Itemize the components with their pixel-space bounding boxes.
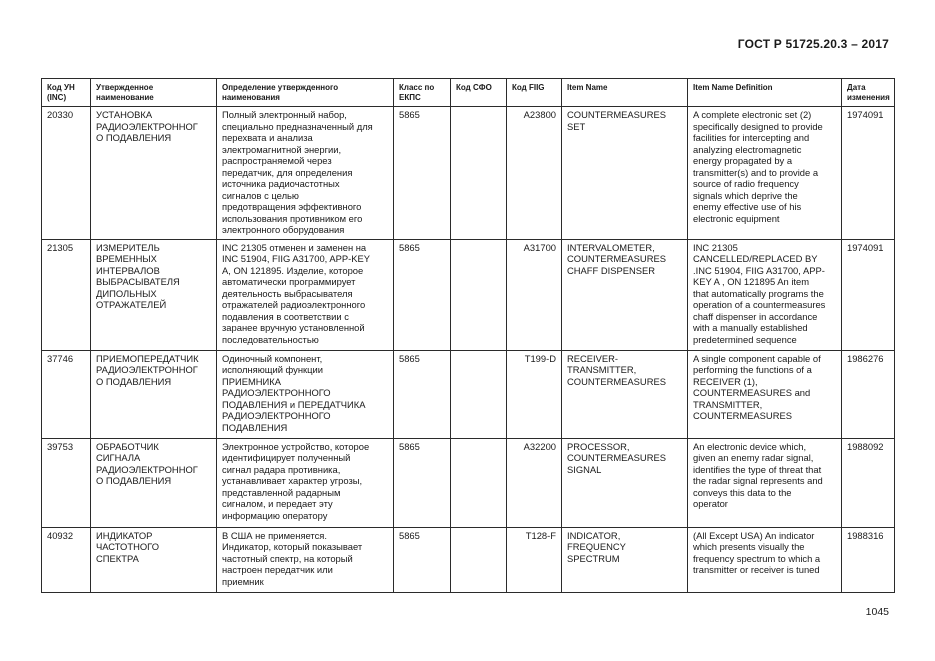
cell-fiig: T199-D: [507, 350, 562, 438]
table-row: [42, 239, 895, 350]
cell-sfo: [451, 527, 507, 592]
cell-class: 5865: [394, 438, 451, 527]
cell-class: 5865: [394, 350, 451, 438]
cell-change-date: 1988092: [842, 438, 895, 527]
cell-item-definition: (All Except USA) An indicator which presents visually the frequency spectrum to which a transmitter or receiver is tuned: [688, 527, 842, 592]
cell-fiig: A31700: [507, 239, 562, 350]
cell-item-definition: INC 21305 CANCELLED/REPLACED BY .INC 51904, FIIG A31700, APP- KEY A , ON 121895 An item that automatically programs the operation of a countermeasures chaff dispenser in accordance with a manually established predetermined sequence: [688, 239, 842, 350]
cell-definition: Электронное устройство, которое идентифицирует полученный сигнал радара противника, устанавливает характер угрозы, представленной радарным сигналом, и передает эту информацию оператору: [217, 438, 394, 527]
page-number: 1045: [865, 606, 889, 618]
cell-fiig: T128-F: [507, 527, 562, 592]
cell-class: 5865: [394, 107, 451, 240]
cell-item-definition: A complete electronic set (2) specifically designed to provide facilities for intercepting and analyzing electromagnetic energy propagated by a transmitter(s) and to provide a source of radio frequency signals which deprive the enemy effective use of his electronic equipment: [688, 107, 842, 240]
catalog-table: [41, 78, 895, 593]
cell-approved-name: ПРИЕМОПЕРЕДАТЧИК РАДИОЭЛЕКТРОННОГ О ПОДАВЛЕНИЯ: [91, 350, 217, 438]
table-row: [42, 438, 895, 527]
cell-approved-name: УСТАНОВКА РАДИОЭЛЕКТРОННОГ О ПОДАВЛЕНИЯ: [91, 107, 217, 240]
column-header-approved-name: Утвержденное наименование: [91, 79, 217, 107]
cell-item-definition: A single component capable of performing the functions of a RECEIVER (1), COUNTERMEASURES and TRANSMITTER, COUNTERMEASURES: [688, 350, 842, 438]
table-header-row: [42, 79, 895, 107]
table-row: [42, 350, 895, 438]
cell-inc: 21305: [42, 239, 91, 350]
cell-item-name: RECEIVER- TRANSMITTER, COUNTERMEASURES: [562, 350, 688, 438]
cell-inc: 39753: [42, 438, 91, 527]
column-header-item-definition: Item Name Definition: [688, 79, 842, 107]
column-header-class: Класс по ЕКПС: [394, 79, 451, 107]
cell-change-date: 1986276: [842, 350, 895, 438]
cell-class: 5865: [394, 527, 451, 592]
cell-item-name: INTERVALOMETER, COUNTERMEASURES CHAFF DISPENSER: [562, 239, 688, 350]
column-header-item-name: Item Name: [562, 79, 688, 107]
cell-definition: В США не применяется. Индикатор, который показывает частотный спектр, на который настроен передатчик или приемник: [217, 527, 394, 592]
cell-item-name: PROCESSOR, COUNTERMEASURES SIGNAL: [562, 438, 688, 527]
column-header-definition: Определение утвержденного наименования: [217, 79, 394, 107]
cell-change-date: 1974091: [842, 107, 895, 240]
cell-item-name: COUNTERMEASURES SET: [562, 107, 688, 240]
column-header-sfo: Код СФО: [451, 79, 507, 107]
cell-sfo: [451, 107, 507, 240]
cell-item-definition: An electronic device which, given an enemy radar signal, identifies the type of threat that the radar signal represents and conveys this data to the operator: [688, 438, 842, 527]
cell-item-name: INDICATOR, FREQUENCY SPECTRUM: [562, 527, 688, 592]
cell-inc: 37746: [42, 350, 91, 438]
cell-inc: 20330: [42, 107, 91, 240]
cell-class: 5865: [394, 239, 451, 350]
cell-approved-name: ИЗМЕРИТЕЛЬ ВРЕМЕННЫХ ИНТЕРВАЛОВ ВЫБРАСЫВАТЕЛЯ ДИПОЛЬНЫХ ОТРАЖАТЕЛЕЙ: [91, 239, 217, 350]
cell-fiig: A32200: [507, 438, 562, 527]
cell-change-date: 1988316: [842, 527, 895, 592]
cell-approved-name: ОБРАБОТЧИК СИГНАЛА РАДИОЭЛЕКТРОННОГ О ПОДАВЛЕНИЯ: [91, 438, 217, 527]
cell-fiig: A23800: [507, 107, 562, 240]
cell-inc: 40932: [42, 527, 91, 592]
column-header-fiig: Код FIIG: [507, 79, 562, 107]
column-header-change-date: Дата изменения: [842, 79, 895, 107]
cell-definition: INC 21305 отменен и заменен на INC 51904, FIIG A31700, APP-KEY A, ON 121895. Изделие, которое автоматически программирует деятельность выбрасывателя отражателей радиоэлектронного подавления в соответствии с заранее вручную установленной последовательностью: [217, 239, 394, 350]
document-standard-title: ГОСТ Р 51725.20.3 – 2017: [737, 37, 889, 51]
cell-approved-name: ИНДИКАТОР ЧАСТОТНОГО СПЕКТРА: [91, 527, 217, 592]
cell-sfo: [451, 438, 507, 527]
cell-sfo: [451, 239, 507, 350]
table-row: [42, 527, 895, 592]
cell-definition: Полный электронный набор, специально предназначенный для перехвата и анализа электромагнитной энергии, распространяемой через передатчик, для определения источника радиочастотных сигналов с целью предотвращения эффективного использования противником его электронного оборудования: [217, 107, 394, 240]
cell-definition: Одиночный компонент, исполняющий функции ПРИЕМНИКА РАДИОЭЛЕКТРОННОГО ПОДАВЛЕНИЯ и ПЕРЕДАТЧИКА РАДИОЭЛЕКТРОННОГО ПОДАВЛЕНИЯ: [217, 350, 394, 438]
column-header-inc: Код УН (INC): [42, 79, 91, 107]
cell-change-date: 1974091: [842, 239, 895, 350]
table-row: [42, 107, 895, 240]
cell-sfo: [451, 350, 507, 438]
